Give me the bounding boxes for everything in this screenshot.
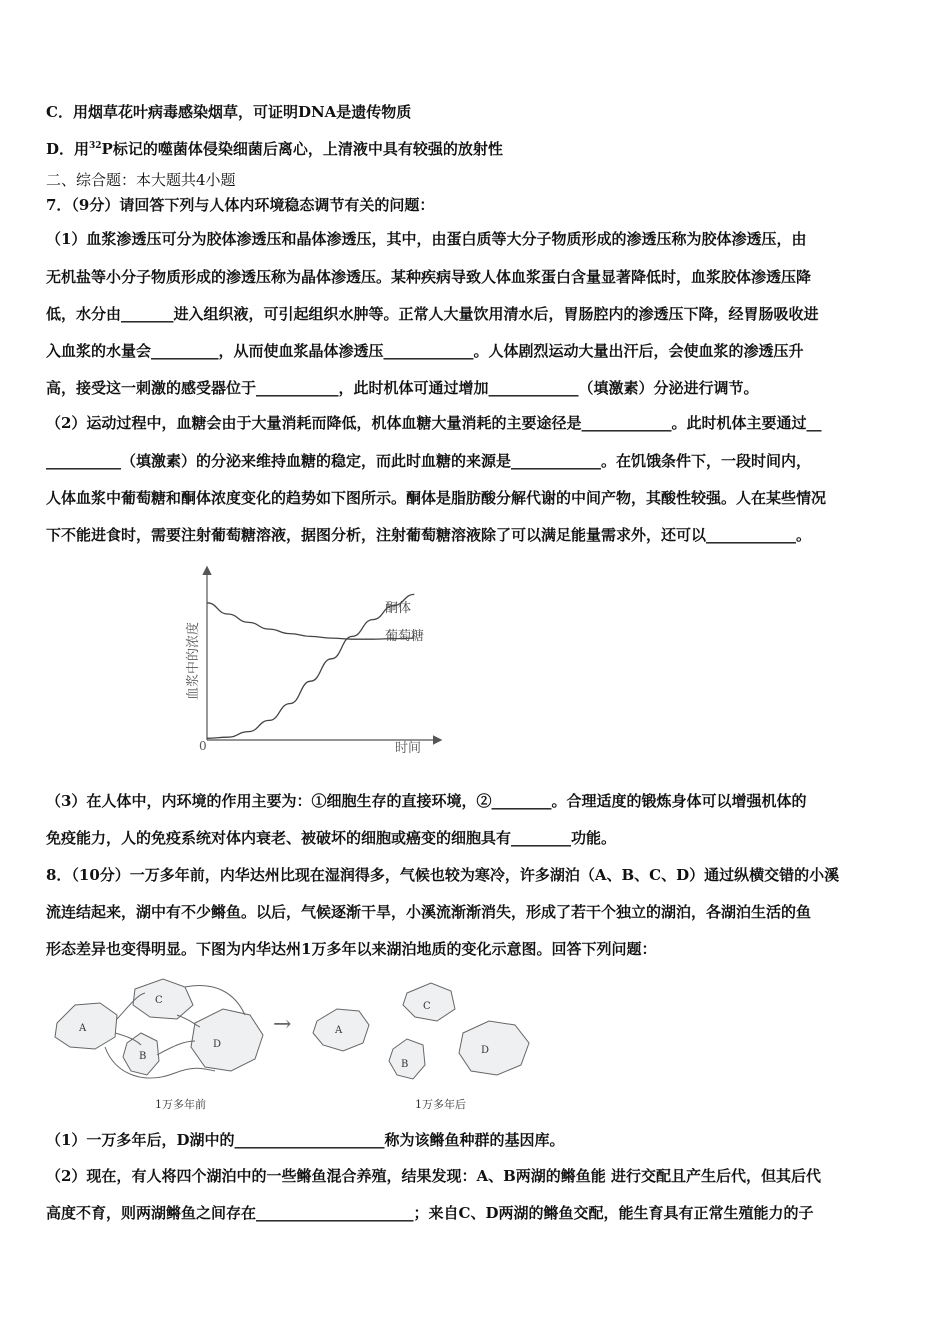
- q7-part1-line3: 低，水分由_______进入组织液，可引起组织水肿等。正常人大量饮用清水后，胃肠腔内的渗透压下降，经胃肠吸收进: [46, 305, 819, 323]
- caption-before: 1万多年前: [155, 1098, 206, 1111]
- option-d: [46, 136, 503, 159]
- q8-line2: 流连结起来，湖中有不少鳉鱼。以后，气候逐渐干旱，小溪流渐渐消失，形成了若干个独立的湖泊，各湖泊生活的鱼: [46, 903, 812, 921]
- option-d-text: P标记的噬菌体侵染细菌后离心，上清液中具有较强的放射性: [101, 140, 503, 158]
- series-line-ketone: [207, 594, 414, 738]
- q7-part1-line5: 高，接受这一刺激的感受器位于___________，此时机体可通过增加____________（填激素）分泌进行调节。: [46, 379, 759, 397]
- lake-a-before-label: A: [79, 1023, 87, 1034]
- lake-c-after-label: C: [423, 1001, 431, 1012]
- q8-part2-line1: （2）现在，有人将四个湖泊中的一些鳉鱼混合养殖，结果发现：A、B两湖的鳉鱼能 进行交配且产生后代，但其后代: [46, 1167, 821, 1185]
- q7-part1-line1: （1）血浆渗透压可分为胶体渗透压和晶体渗透压，其中，由蛋白质等大分子物质形成的渗透压称为胶体渗透压，由: [46, 230, 807, 248]
- series-line-glucose: [207, 603, 414, 639]
- x-axis-label: 时间: [395, 741, 422, 756]
- origin-label: 0: [199, 739, 207, 753]
- q8-part1: （1）一万多年后，D湖中的____________________称为该鳉鱼种群的基因库。: [46, 1131, 565, 1149]
- lake-b-before-label: B: [139, 1051, 147, 1062]
- option-d-prefix: D．用: [46, 140, 90, 158]
- transition-arrow: →: [273, 1012, 292, 1037]
- y-axis-label: 血浆中的浓度: [186, 621, 201, 700]
- caption-after: 1万多年后: [415, 1098, 466, 1111]
- lake-b-after-label: B: [401, 1059, 409, 1070]
- lake-c-before-label: C: [155, 995, 163, 1006]
- question-7-title: 7．（9分）请回答下列与人体内环境稳态调节有关的问题：: [46, 196, 435, 214]
- lake-d-after-label: D: [481, 1045, 490, 1056]
- concentration-chart: [175, 560, 455, 760]
- superscript-32: 32: [89, 141, 102, 151]
- q7-part2-line2: __________（填激素）的分泌来维持血糖的稳定，而此时血糖的来源是____________。在饥饿条件下，一段时间内，: [46, 452, 812, 470]
- option-c: C．用烟草花叶病毒感染烟草，可证明DNA是遗传物质: [46, 103, 412, 121]
- lake-a-after-label: A: [335, 1025, 343, 1036]
- q7-part1-line4: 入血浆的水量会_________，从而使血浆晶体渗透压____________。人体剧烈运动大量出汗后，会使血浆的渗透压升: [46, 342, 804, 360]
- q8-line3: 形态差异也变得明显。下图为内华达州1万多年以来湖泊地质的变化示意图。回答下列问题：: [46, 940, 657, 958]
- lake-d-after: [459, 1021, 529, 1075]
- q7-part2-line4: 下不能进食时，需要注射葡萄糖溶液，据图分析，注射葡萄糖溶液除了可以满足能量需求外，还可以____________。: [46, 526, 812, 544]
- lake-d-before: [191, 1009, 263, 1071]
- q7-part2-line3: 人体血浆中葡萄糖和酮体浓度变化的趋势如下图所示。酮体是脂肪酸分解代谢的中间产物，其酸性较强。人在某些情况: [46, 489, 827, 507]
- lake-c-before: [133, 979, 193, 1019]
- q7-part2-line1: （2）运动过程中，血糖会由于大量消耗而降低，机体血糖大量消耗的主要途径是____________。此时机体主要通过__: [46, 414, 822, 432]
- q8-part2-line2: 高度不育，则两湖鳉鱼之间存在_____________________；来自C、D两湖的鳉鱼交配，能生育具有正常生殖能力的子: [46, 1204, 814, 1222]
- series-label-ketone: 酮体: [385, 601, 412, 616]
- section-heading: 二、综合题：本大题共4小题: [46, 171, 236, 189]
- lakes-figure: [45, 975, 540, 1115]
- lakes-after: [313, 983, 529, 1079]
- q7-part1-line2: 无机盐等小分子物质形成的渗透压称为晶体渗透压。某种疾病导致人体血浆蛋白含量显著降低时，血浆胶体渗透压降: [46, 268, 812, 286]
- series-label-glucose: 葡萄糖: [385, 629, 425, 644]
- q7-part3-line1: （3）在人体中，内环境的作用主要为：①细胞生存的直接环境，②________。合理适度的锻炼身体可以增强机体的: [46, 792, 807, 810]
- lake-d-before-label: D: [213, 1039, 222, 1050]
- q7-part3-line2: 免疫能力，人的免疫系统对体内衰老、被破坏的细胞或癌变的细胞具有________功能。: [46, 829, 617, 847]
- q8-line1: 8．（10分）一万多年前，内华达州比现在湿润得多，气候也较为寒冷，许多湖泊（A、B、C、D）通过纵横交错的小溪: [46, 866, 840, 884]
